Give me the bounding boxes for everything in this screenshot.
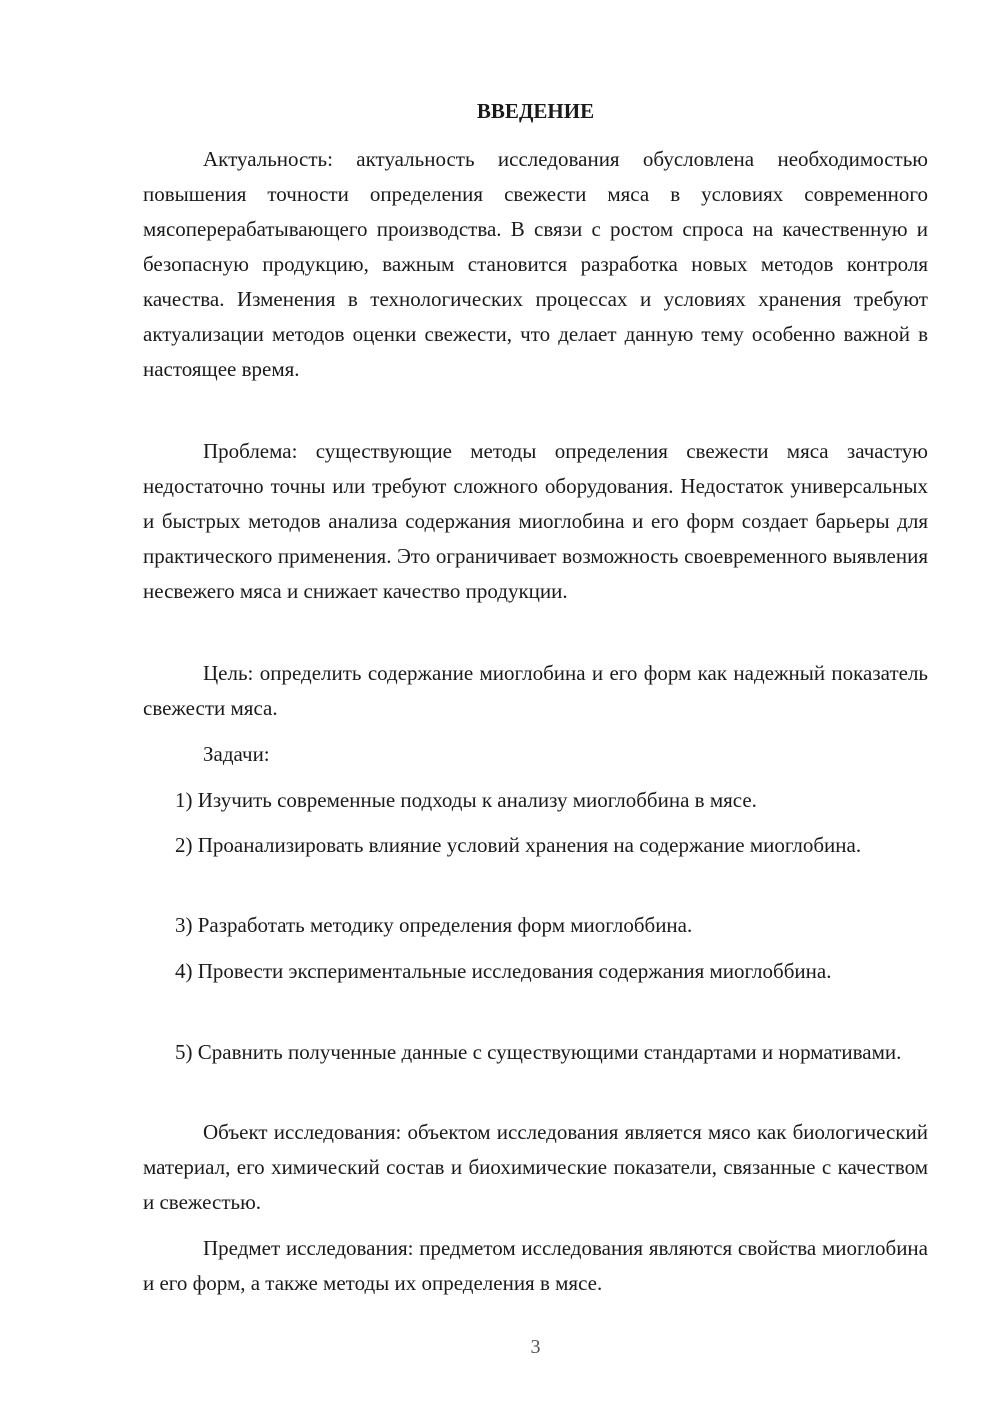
page-number: 3: [530, 1336, 541, 1358]
goal-paragraph: Цель: определить содержание миоглобина и его форм как надежный показатель свежести мяса.: [143, 661, 928, 720]
task-item-3: 3) Разработать методику определения форм миоглоббина.: [175, 913, 693, 937]
task-item-2: 2) Проанализировать влияние условий хранения на содержание миоглобина.: [175, 833, 862, 857]
relevance-paragraph: Актуальность: актуальность исследования обусловлена необходимостью повышения точности определения свежести мяса в условиях современного мясоперерабатывающего производства. В связи с ростом спроса на качественную и безопасную продукцию, важным становится разработка новых методов контроля качества. Изменения в технологических процессах и условиях хранения требуют актуализации методов оценки свежести, что делает данную тему особенно важной в настоящее время.: [143, 147, 928, 381]
problem-paragraph: Проблема: существующие методы определения свежести мяса зачастую недостаточно точны или требуют сложного оборудования. Недостаток универсальных и быстрых методов анализа содержания миоглобина и его форм создает барьеры для практического применения. Это ограничивает возможность своевременного выявления несвежего мяса и снижает качество продукции.: [143, 439, 928, 603]
task-item-4: 4) Провести экспериментальные исследования содержания миоглоббина.: [175, 959, 832, 983]
task-item-5: 5) Сравнить полученные данные с существующими стандартами и нормативами.: [175, 1040, 902, 1064]
subject-paragraph: Предмет исследования: предметом исследования являются свойства миоглобина и его форм, а также методы их определения в мясе.: [143, 1236, 928, 1295]
tasks-heading: Задачи:: [203, 742, 270, 766]
task-item-1: 1) Изучить современные подходы к анализу миоглоббина в мясе.: [175, 788, 757, 812]
page-title: ВВЕДЕНИЕ: [476, 99, 595, 123]
object-paragraph: Объект исследования: объектом исследования является мясо как биологический материал, его химический состав и биохимические показатели, связанные с качеством и свежестью.: [143, 1120, 928, 1214]
